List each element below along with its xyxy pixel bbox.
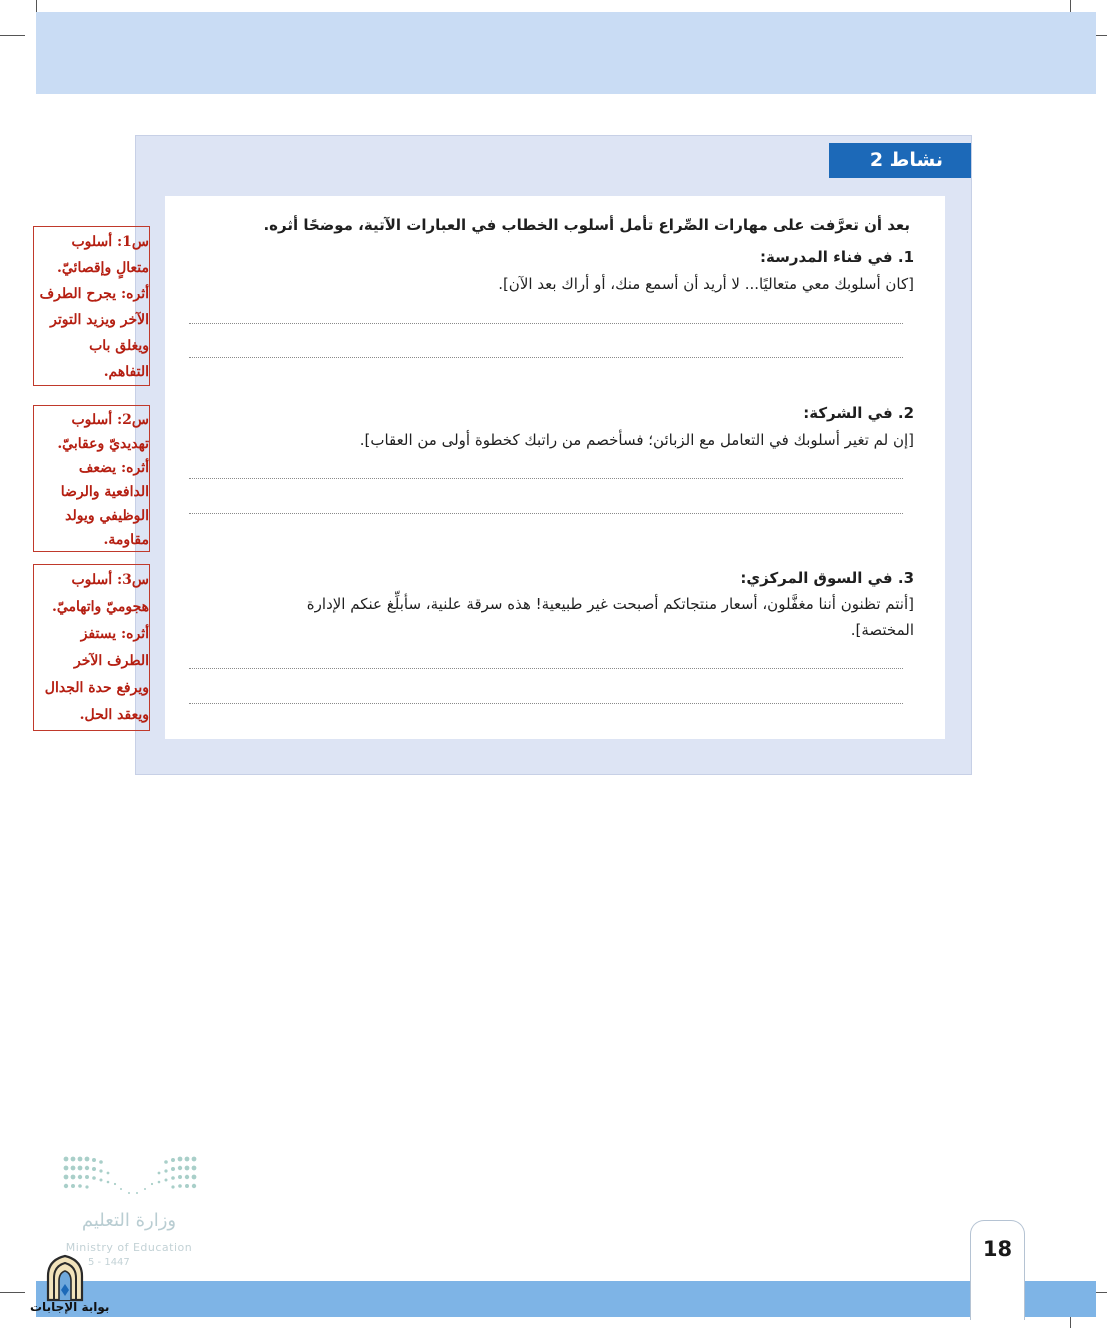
answer-line bbox=[189, 323, 903, 324]
page-number bbox=[970, 1220, 1025, 1320]
item-quote: [إن لم تغير أسلوبك في التعامل مع الزبائن؛ فسأخصم من راتبك كخطوة أولى من العقاب]. bbox=[359, 431, 914, 449]
bottom-band bbox=[36, 1281, 1096, 1317]
item-quote: [كان أسلوبك معي متعاليًا... لا أريد أن أسمع منك، أو أراك بعد الآن]. bbox=[498, 275, 914, 293]
answer-box-3 bbox=[33, 564, 150, 731]
answer-line bbox=[189, 668, 903, 669]
answer-box-2 bbox=[33, 405, 150, 552]
item-heading: 3. في السوق المركزي: bbox=[740, 569, 914, 587]
answer-line-text: ويغلق باب bbox=[89, 338, 149, 354]
activity-intro: بعد أن تعرَّفت على مهارات الصِّراع تأمل أسلوب الخطاب في العبارات الآتية، موضحًا أثره. bbox=[263, 216, 910, 234]
answer-line-text: س3: أسلوب bbox=[71, 572, 149, 588]
activity-title: نشاط 2 bbox=[829, 143, 971, 178]
answer-line-text: أثره: يستفز bbox=[80, 626, 149, 642]
answer-line-text: س1: أسلوب bbox=[71, 234, 149, 250]
portal-logo-icon bbox=[44, 1254, 86, 1302]
page-number-text: 18 bbox=[982, 1237, 1013, 1261]
answer-line-text: متعالٍ وإقصائيّ. bbox=[57, 260, 149, 276]
ministry-logo-icon bbox=[63, 1155, 197, 1197]
crop-mark bbox=[0, 35, 25, 36]
answer-line bbox=[189, 478, 903, 479]
answer-line bbox=[189, 357, 903, 358]
answer-line-text: هجوميّ واتهاميّ. bbox=[51, 599, 149, 615]
answer-line-text: ويعقد الحل. bbox=[79, 707, 149, 723]
ministry-name-arabic: وزارة التعليم bbox=[81, 1210, 177, 1231]
crop-mark bbox=[0, 1292, 25, 1293]
ministry-name-english: Ministry of Education bbox=[65, 1241, 193, 1254]
answer-line-text: مقاومة. bbox=[103, 532, 149, 548]
answer-line-text: أثره: يجرح الطرف bbox=[39, 286, 149, 302]
item-quote: [أنتم تظنون أننا مغفَّلون، أسعار منتجاتكم أصبحت غير طبيعية! هذه سرقة علنية، سأبلِّغ عنكم الإدارة bbox=[306, 595, 914, 613]
answer-line-text: تهديديّ وعقابيّ. bbox=[57, 436, 149, 452]
top-band bbox=[36, 12, 1096, 94]
answer-line-text: الطرف الآخر bbox=[73, 653, 149, 669]
item-heading: 2. في الشركة: bbox=[803, 404, 914, 422]
edition-year: 5 - 1447 bbox=[88, 1257, 130, 1268]
answer-line-text: الوظيفي ويولد bbox=[65, 508, 149, 524]
answer-box-1 bbox=[33, 226, 150, 386]
answer-line-text: الآخر ويزيد التوتر bbox=[50, 312, 149, 328]
item-heading: 1. في فناء المدرسة: bbox=[759, 248, 914, 266]
answer-line bbox=[189, 703, 903, 704]
answer-line bbox=[189, 513, 903, 514]
answer-line-text: س2: أسلوب bbox=[71, 412, 149, 428]
answer-line-text: التفاهم. bbox=[103, 364, 149, 380]
answer-line-text: أثره: يضعف bbox=[78, 460, 149, 476]
answer-line-text: ويرفع حدة الجدال bbox=[44, 680, 149, 696]
item-quote: المختصة]. bbox=[850, 621, 914, 639]
answer-line-text: الدافعية والرضا bbox=[60, 484, 149, 500]
portal-label: بوابة الإجابات bbox=[30, 1300, 110, 1314]
